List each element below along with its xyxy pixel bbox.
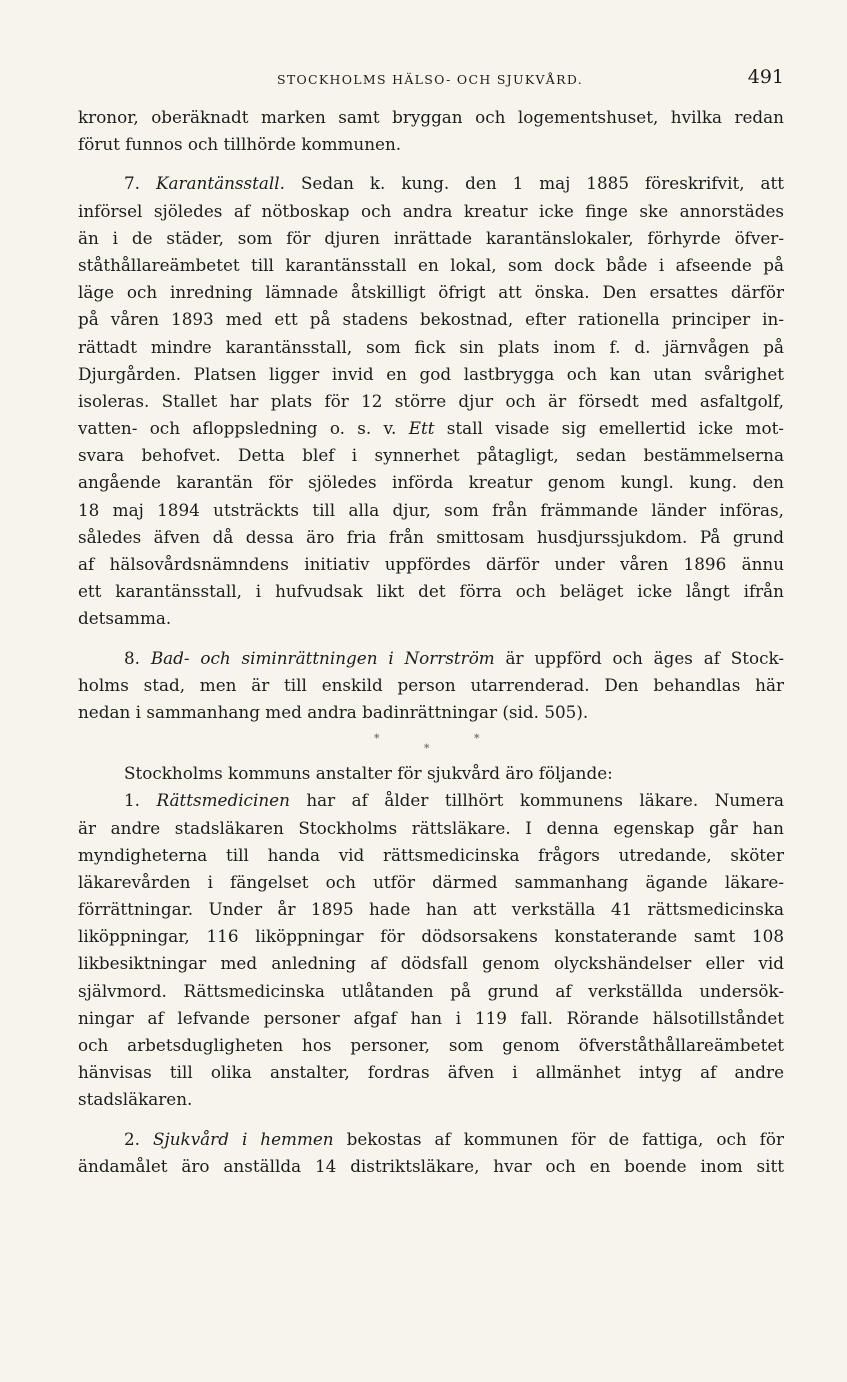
divider-star: * xyxy=(374,732,380,746)
text-line: förrättningar. Under år 1895 hade han att verkställa 41 rättsmedicinska xyxy=(78,899,784,920)
text-line: liköppningar, 116 liköppningar för dödsorsakens konstaterande samt 108 xyxy=(78,926,784,947)
section-number: 1. xyxy=(124,790,141,811)
text-line: detsamma. xyxy=(78,608,172,629)
text-line: självmord. Rättsmedicinska utlåtanden på grund af verkställda undersök- xyxy=(78,980,784,1001)
text-line: stadsläkaren. xyxy=(78,1089,193,1110)
section-heading: Rättsmedicinen xyxy=(156,790,290,811)
text-line: svara behofvet. Detta blef i synnerhet påtagligt, sedan bestämmelserna xyxy=(78,445,784,466)
page-body xyxy=(78,104,784,1180)
running-header xyxy=(76,64,784,94)
text-line: holms stad, men är till enskild person utarrenderad. Den behandlas här xyxy=(78,674,784,695)
text-line: ett karantänsstall, i hufvudsak likt det förra och beläget icke långt ifrån xyxy=(78,581,784,602)
section-number: 2. xyxy=(124,1128,141,1149)
text-line: ståthållareämbetet till karantänsstall en lokal, som dock både i afseende på xyxy=(78,254,784,275)
section-heading: Bad- och siminrättningen i Norrström xyxy=(150,647,495,668)
text-line: nedan i sammanhang med andra badinrättningar (sid. 505). xyxy=(78,701,589,722)
text-line: rättadt mindre karantänsstall, som fick sin plats inom f. d. järnvågen på xyxy=(78,336,784,357)
text-line: och arbetsdugligheten hos personer, som genom öfverståthållareämbetet xyxy=(78,1035,784,1055)
text-line: isoleras. Stallet har plats för 12 större djur och är försedt med asfaltgolf, xyxy=(78,390,784,411)
text-line: ändamålet äro anställda 14 distriktsläkare, hvar och en boende inom sitt xyxy=(78,1155,784,1176)
text-line: likbesiktningar med anledning af dödsfall genom olyckshändelser eller vid xyxy=(78,953,784,974)
text-line: hänvisas till olika anstalter, fordras äfven i allmänhet intyg af andre xyxy=(78,1062,784,1083)
text-line: förut funnos och tillhörde kommunen. xyxy=(78,134,402,155)
section-heading: Sjukvård i hemmen xyxy=(153,1128,334,1149)
page-number: 491 xyxy=(747,66,784,88)
section-8-first-line xyxy=(78,645,784,672)
text-run: bekostas af kommunen för de fattiga, och för xyxy=(346,1128,784,1149)
text-line: Djurgården. Platsen ligger invid en god lastbrygga och kan utan svårighet xyxy=(78,363,784,384)
text-line: är andre stadsläkaren Stockholms rättsläkare. I denna egenskap går han xyxy=(78,817,784,838)
section-number: 7. xyxy=(124,173,141,194)
text-line: läge och inredning lämnade åtskilligt öfrigt att önska. Den ersattes därför xyxy=(78,282,784,303)
text-line: än i de städer, som för djuren inrättade karantänslokaler, förhyrde öfver- xyxy=(78,227,784,248)
text-run: är uppförd och äges af Stock- xyxy=(505,647,784,668)
section-number: 8. xyxy=(124,647,141,668)
emphasis: Ett xyxy=(408,418,435,439)
text-run: stall visade sig emellertid icke mot- xyxy=(446,418,784,439)
section-1-first-line xyxy=(78,787,784,814)
running-title: STOCKHOLMS HÄLSO- OCH SJUKVÅRD. xyxy=(277,72,583,87)
text-line: införsel sjöledes af nötboskap och andra kreatur icke finge ske annorstädes xyxy=(78,200,784,221)
text-line: angående karantän för sjöledes införda kreatur genom kungl. kung. den xyxy=(78,472,784,493)
text-line: på våren 1893 med ett på stadens bekostnad, efter rationella principer in- xyxy=(78,309,784,330)
section-2-first-line xyxy=(78,1126,784,1153)
text-line: af hälsovårdsnämndens initiativ uppfördes därför under våren 1896 ännu xyxy=(78,554,784,574)
intro-line: Stockholms kommuns anstalter för sjukvård äro följande: xyxy=(124,763,613,784)
section-heading: Karantänsstall. xyxy=(155,173,285,194)
divider-star: * xyxy=(474,732,480,746)
text-line: ningar af lefvande personer afgaf han i 119 fall. Rörande hälsotillståndet xyxy=(78,1007,784,1028)
text-line: myndigheterna till handa vid rättsmedicinska frågors utredande, sköter xyxy=(78,844,784,865)
section-divider xyxy=(78,726,784,760)
section-7-first-line xyxy=(78,170,784,197)
text-run: Sedan k. kung. den 1 maj 1885 föreskrifvit, att xyxy=(300,173,784,194)
text-line: 18 maj 1894 utsträckts till alla djur, som från främmande länder införas, xyxy=(78,499,784,520)
text-run: har af ålder tillhört kommunens läkare. Numera xyxy=(306,790,784,811)
text-line xyxy=(78,415,784,442)
text-run: vatten- och afloppsledning o. s. v. xyxy=(78,418,397,439)
text-line: läkarevården i fängelset och utför därmed sammanhang ägande läkare- xyxy=(78,871,784,892)
text-line: kronor, oberäknadt marken samt bryggan och logementshuset, hvilka redan xyxy=(78,107,784,127)
text-line: således äfven då dessa äro fria från smittosam husdjurssjukdom. På grund xyxy=(78,526,784,547)
divider-star: * xyxy=(424,742,430,756)
